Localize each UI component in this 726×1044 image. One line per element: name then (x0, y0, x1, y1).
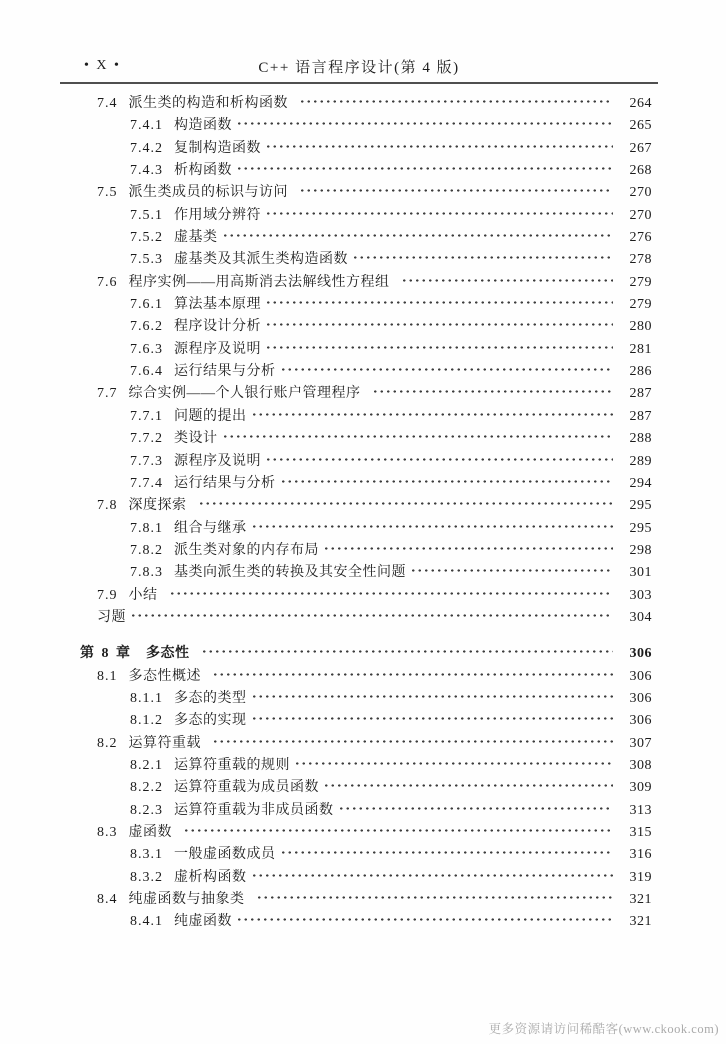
toc-entry (80, 606, 652, 628)
toc-entry-number: 7.7.1 (130, 408, 163, 424)
toc-entry-title: 虚析构函数 (174, 869, 247, 885)
dot-leader (167, 588, 614, 599)
toc-entry (80, 561, 652, 583)
toc-entry (80, 248, 652, 270)
toc-entry-title: 源程序及说明 (174, 453, 261, 469)
toc-entry-page: 267 (629, 140, 652, 156)
toc-entry-number: 7.5.3 (130, 252, 163, 268)
toc-entry (80, 450, 652, 472)
toc-entry (80, 427, 652, 449)
toc-entry-title: 运算符重载为非成员函数 (174, 802, 334, 818)
toc-entry-title: 复制构造函数 (174, 140, 261, 156)
toc-entry-page: 308 (629, 757, 652, 773)
toc-entry-page: 276 (629, 230, 652, 246)
toc-entry (80, 866, 652, 888)
toc-entry-page: 278 (629, 252, 652, 268)
toc-entry-number: 7.7 (97, 386, 118, 402)
toc-entry-page: 281 (629, 341, 652, 357)
toc-entry-title: 程序实例——用高斯消去法解线性方程组 (128, 274, 390, 290)
toc-entry (80, 405, 652, 427)
toc-entry-number: 7.6.1 (130, 297, 163, 313)
toc-entry-number: 7.5.2 (130, 230, 163, 246)
toc-entry-number: 7.8.2 (130, 542, 163, 558)
toc-entry-title: 多态性 (146, 646, 190, 662)
dot-leader (181, 825, 613, 836)
dot-leader (249, 713, 614, 724)
toc-entry-number: 7.8.1 (130, 520, 163, 536)
toc-entry-number: 7.7.4 (130, 475, 163, 491)
toc-entry-title: 习题 (97, 609, 126, 625)
toc-entry-title: 运算符重载为成员函数 (174, 780, 319, 796)
toc-entry-title: 一般虚函数成员 (174, 847, 276, 863)
toc-entry-title: 纯虚函数 (174, 914, 232, 930)
dot-leader (196, 498, 614, 509)
toc-entry-page: 306 (629, 713, 652, 729)
dot-leader (399, 275, 614, 286)
toc-entry-title: 虚函数 (128, 825, 172, 840)
toc-entry (80, 732, 652, 754)
toc-entry-page: 315 (629, 825, 652, 840)
toc-entry-number: 8.2.2 (130, 780, 163, 796)
toc-entry (80, 754, 652, 776)
dot-leader (278, 364, 614, 375)
toc-entry-title: 虚基类及其派生类构造函数 (174, 252, 348, 268)
toc-entry (80, 226, 652, 248)
toc-entry (80, 709, 652, 731)
toc-entry-page: 288 (629, 431, 652, 447)
toc-entry-title: 构造函数 (174, 118, 232, 134)
toc-entry-title: 多态的类型 (174, 690, 247, 706)
toc-entry (80, 114, 652, 136)
toc-entry-page: 306 (629, 646, 652, 662)
book-title: C++ 语言程序设计(第 4 版) (258, 60, 460, 76)
toc-entry-page: 287 (629, 408, 652, 424)
toc-entry-title: 多态的实现 (174, 713, 247, 729)
dot-leader (263, 319, 613, 330)
dot-leader (370, 386, 614, 397)
toc-entry-page: 295 (629, 498, 652, 514)
toc-entry (80, 843, 652, 865)
toc-entry-number: 8.1.2 (130, 713, 163, 729)
toc-entry-page: 279 (629, 274, 652, 290)
toc-entry-title: 派生类成员的标识与访问 (128, 185, 288, 201)
toc-entry (80, 539, 652, 561)
toc-entry (80, 888, 652, 910)
toc-entry-title: 派生类对象的内存布局 (174, 542, 319, 558)
toc-entry (80, 315, 652, 337)
toc-entry (80, 137, 652, 159)
toc-entry-title: 析构函数 (174, 163, 232, 179)
toc-entry-title: 综合实例——个人银行账户管理程序 (128, 386, 361, 402)
toc-entry-title: 程序设计分析 (174, 319, 261, 335)
toc-entry (80, 472, 652, 494)
toc-entry-number: 7.6.4 (130, 364, 163, 380)
dot-leader (249, 691, 614, 702)
dot-leader (249, 870, 614, 881)
toc-entry (80, 665, 652, 687)
dot-leader (220, 230, 614, 241)
toc-entry (80, 360, 652, 382)
toc-entry (80, 642, 652, 664)
toc-entry (80, 821, 652, 843)
dot-leader (199, 646, 614, 657)
toc-entry-page: 298 (629, 542, 652, 558)
toc-entry-number: 8.3.2 (130, 869, 163, 885)
toc-entry-page: 289 (629, 453, 652, 469)
toc-entry-page: 301 (629, 565, 652, 581)
toc-entry-title: 源程序及说明 (174, 341, 261, 357)
toc-entry-page: 303 (629, 587, 652, 603)
toc-entry-page: 309 (629, 780, 652, 796)
toc-entry-title: 问题的提出 (174, 408, 247, 424)
toc-entry (80, 517, 652, 539)
toc-entry-page: 280 (629, 319, 652, 335)
dot-leader (350, 252, 613, 263)
toc-entry-page: 294 (629, 475, 652, 491)
toc-entry-page: 265 (629, 118, 652, 134)
toc-entry (80, 159, 652, 181)
toc-entry-number: 7.7.3 (130, 453, 163, 469)
dot-leader (234, 163, 613, 174)
dot-leader (234, 118, 613, 129)
toc-entry-number: 8.2 (97, 735, 118, 751)
toc-entry-title: 纯虚函数与抽象类 (128, 892, 245, 908)
toc-entry-number: 7.8 (97, 498, 118, 514)
toc-entry (80, 293, 652, 315)
dot-leader (249, 521, 614, 532)
toc-entry (80, 910, 652, 932)
toc-entry-number: 7.4.1 (130, 118, 163, 134)
toc-entry-page: 295 (629, 520, 652, 536)
toc-entry-number: 7.8.3 (130, 565, 163, 581)
toc-entry (80, 687, 652, 709)
dot-leader (321, 780, 613, 791)
toc-entry-title: 运算符重载 (128, 735, 201, 751)
dot-leader (408, 565, 613, 576)
toc-entry-number: 7.5.1 (130, 207, 163, 223)
toc-entry-page: 313 (629, 802, 652, 818)
toc-entry-title: 作用域分辨符 (174, 207, 261, 223)
toc-entry-number: 7.4.2 (130, 140, 163, 156)
toc-list (80, 92, 652, 933)
dot-leader (263, 342, 613, 353)
toc-entry-number: 8.3.1 (130, 847, 163, 863)
dot-leader (263, 454, 613, 465)
page-header (60, 56, 658, 78)
dot-leader (321, 543, 613, 554)
toc-entry-title: 深度探索 (128, 498, 187, 514)
toc-entry (80, 776, 652, 798)
toc-entry (80, 271, 652, 293)
toc-entry-number: 7.6.3 (130, 341, 163, 357)
toc-entry-page: 286 (629, 364, 652, 380)
dot-leader (278, 476, 614, 487)
toc-entry-page: 316 (629, 847, 652, 863)
toc-entry-number: 7.6 (97, 274, 118, 290)
toc-entry (80, 799, 652, 821)
dot-leader (128, 610, 613, 621)
toc-entry-page: 306 (629, 690, 652, 706)
toc-entry-number: 8.4 (97, 892, 118, 908)
toc-entry-title: 组合与继承 (174, 520, 247, 536)
toc-entry-title: 基类向派生类的转换及其安全性问题 (174, 565, 406, 581)
toc-entry-page: 307 (629, 735, 652, 751)
dot-leader (210, 669, 613, 680)
toc-entry (80, 584, 652, 606)
toc-entry-page: 268 (629, 163, 652, 179)
toc-entry-number: 8.2.3 (130, 802, 163, 818)
dot-leader (292, 758, 613, 769)
toc-entry-number: 8.3 (97, 825, 118, 840)
toc-entry-page: 306 (629, 668, 652, 684)
dot-leader (297, 96, 613, 107)
toc-entry-number: 8.4.1 (130, 914, 163, 930)
toc-entry-title: 类设计 (174, 431, 218, 447)
toc-entry (80, 204, 652, 226)
toc-entry-number: 7.9 (97, 587, 118, 603)
toc-entry-title: 运行结果与分析 (174, 475, 276, 491)
toc-entry-title: 小结 (128, 587, 158, 603)
toc-entry-title: 虚基类 (174, 230, 218, 246)
toc-entry-number: 8.1 (97, 668, 118, 684)
toc-entry-number: 7.5 (97, 185, 118, 201)
toc-entry-number: 8.2.1 (130, 757, 163, 773)
toc-entry-page: 304 (629, 609, 652, 625)
header-rule (60, 82, 658, 84)
toc-entry-page: 319 (629, 869, 652, 885)
toc-entry-title: 多态性概述 (128, 668, 201, 684)
toc-entry-page: 270 (629, 185, 652, 201)
toc-entry-title: 运算符重载的规则 (174, 757, 290, 773)
toc-entry-number: 7.6.2 (130, 319, 163, 335)
dot-leader (336, 803, 614, 814)
dot-leader (254, 892, 614, 903)
footer-watermark: 更多资源请访问稀酷客(www.ckook.com) (488, 1022, 719, 1036)
toc-entry-page: 279 (629, 297, 652, 313)
dot-leader (278, 847, 614, 858)
toc-entry-number: 8.1.1 (130, 690, 163, 706)
dot-leader (263, 208, 613, 219)
toc-entry-title: 算法基本原理 (174, 297, 261, 313)
toc-entry-page: 264 (629, 96, 652, 111)
toc-entry-title: 运行结果与分析 (174, 364, 276, 380)
toc-entry-page: 321 (629, 914, 652, 930)
toc-entry-number: 7.4 (97, 96, 118, 111)
toc-entry-title: 派生类的构造和析构函数 (128, 96, 288, 111)
dot-leader (297, 185, 613, 196)
dot-leader (263, 297, 613, 308)
toc-entry-number: 第 8 章 (80, 646, 132, 662)
toc-entry (80, 92, 652, 114)
toc-entry-number: 7.4.3 (130, 163, 163, 179)
dot-leader (210, 736, 613, 747)
toc-entry (80, 382, 652, 404)
toc-entry (80, 494, 652, 516)
toc-entry-page: 321 (629, 892, 652, 908)
dot-leader (220, 431, 614, 442)
toc-entry (80, 338, 652, 360)
toc-entry-page: 287 (629, 386, 652, 402)
toc-entry (80, 181, 652, 203)
toc-entry-page: 270 (629, 207, 652, 223)
page-number-marker: • X • (84, 58, 121, 73)
dot-leader (263, 141, 613, 152)
dot-leader (234, 914, 613, 925)
toc-entry-number: 7.7.2 (130, 431, 163, 447)
dot-leader (249, 409, 614, 420)
